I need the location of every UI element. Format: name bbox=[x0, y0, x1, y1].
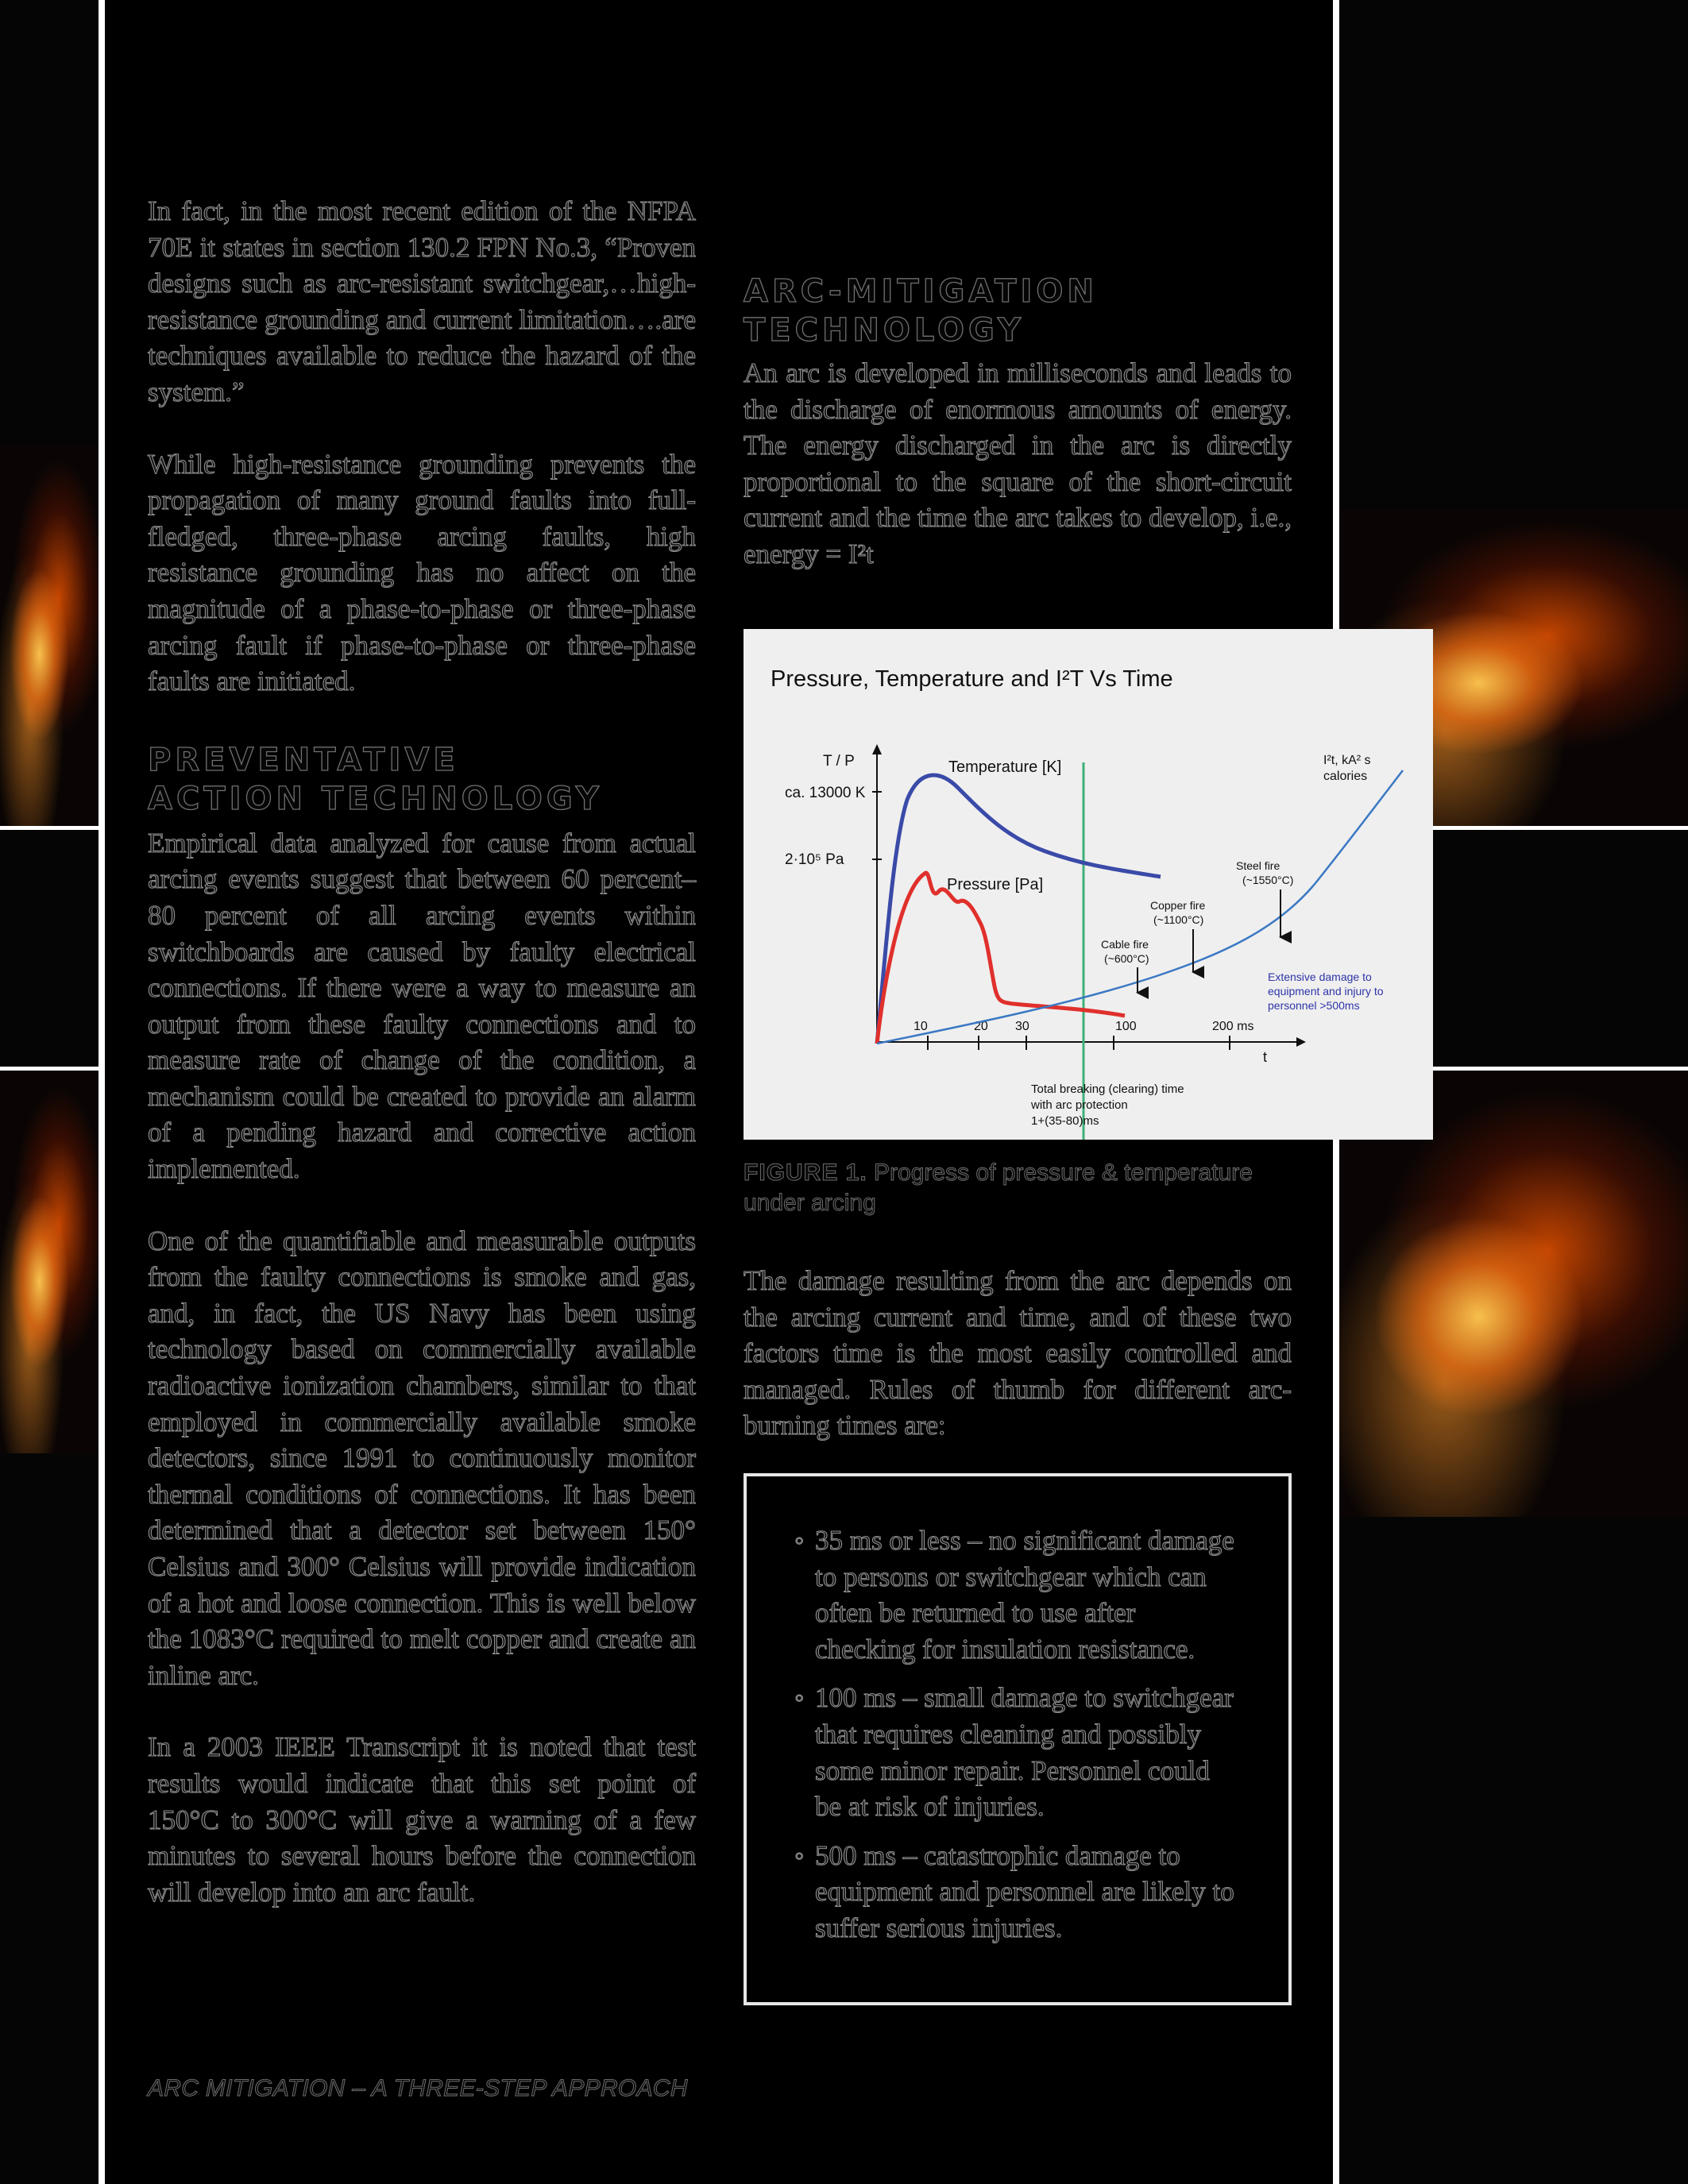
paragraph: In a 2003 IEEE Transcript it is noted that test results would indicate that this set point of 150°C to 300°C will give a warning of a few minutes to several hours before the connection will develop into an arc fault. bbox=[148, 1731, 696, 1908]
annotation-label: (~600°C) bbox=[1104, 952, 1149, 965]
figure-chart bbox=[744, 629, 1433, 1140]
list-item bbox=[794, 1838, 1239, 1947]
x-tick-label: 20 bbox=[974, 1020, 988, 1033]
paragraph: An arc is developed in milliseconds and leads to the discharge of enormous amounts of energy. The energy discharged in the arc is directly proportional to the square of the short-circuit current and the time the arc takes to develop, i.e., energy = I²t bbox=[744, 357, 1292, 569]
chart-title: Pressure, Temperature and I²T Vs Time bbox=[771, 666, 1173, 692]
y-tick-label: ca. 13000 K bbox=[785, 785, 866, 801]
energy-label: calories bbox=[1323, 770, 1368, 783]
bullet-icon: ◦ bbox=[794, 1682, 805, 1714]
pressure-temperature-chart bbox=[744, 629, 1433, 1140]
annotation-label: with arc protection bbox=[1031, 1098, 1128, 1112]
section-heading: ARC-MITIGATION TECHNOLOGY bbox=[744, 273, 1098, 349]
left-margin-strip bbox=[0, 0, 98, 2184]
page-footer: ARC MITIGATION – A THREE-STEP APPROACH bbox=[148, 2075, 688, 2101]
bullet-icon: ◦ bbox=[794, 1525, 805, 1556]
x-axis-label: t bbox=[1263, 1049, 1268, 1065]
pressure-label: Pressure [Pa] bbox=[947, 876, 1044, 893]
x-tick-label: 10 bbox=[914, 1020, 928, 1033]
rules-of-thumb-box bbox=[744, 1473, 1292, 2005]
temperature-label: Temperature [K] bbox=[948, 758, 1062, 776]
x-axis-arrow bbox=[1296, 1037, 1306, 1047]
x-tick-label: 200 ms bbox=[1212, 1020, 1254, 1033]
y-axis-label: T / P bbox=[823, 753, 855, 770]
caption-label: FIGURE 1. bbox=[744, 1160, 867, 1186]
paragraph: The damage resulting from the arc depends on the arcing current and time, and of these two factors time is the most easily controlled and managed. Rules of thumb for different arc-burning times are: bbox=[744, 1265, 1292, 1441]
left-column bbox=[148, 193, 696, 1910]
x-tick-label: 100 bbox=[1115, 1020, 1137, 1033]
section-heading: PREVENTATIVE ACTION TECHNOLOGY bbox=[148, 741, 603, 817]
caption-text: Progress of pressure & temperature under arcing bbox=[744, 1160, 1253, 1216]
flame-image-left-bottom bbox=[0, 1072, 98, 1453]
x-tick-label: 30 bbox=[1015, 1020, 1029, 1033]
list-item bbox=[794, 1680, 1239, 1824]
list-item bbox=[794, 1522, 1239, 1667]
flame-image-left-top bbox=[0, 445, 98, 826]
annotation-label: (~1100°C) bbox=[1153, 913, 1204, 926]
energy-label: I²t, kA² s bbox=[1323, 754, 1371, 767]
bullet-icon: ◦ bbox=[794, 1839, 805, 1871]
annotation-label: Steel fire bbox=[1236, 859, 1280, 872]
y-axis-arrow bbox=[872, 744, 882, 754]
rules-list bbox=[794, 1522, 1239, 1959]
annotation-label: (~1550°C) bbox=[1242, 874, 1294, 886]
divider-line bbox=[0, 826, 98, 830]
list-item-text: 100 ms – small damage to switchgear that requires cleaning and possibly some minor repair. Personnel could be at risk of injuries. bbox=[815, 1682, 1234, 1823]
annotation-label: Copper fire bbox=[1150, 899, 1206, 912]
paragraph: Empirical data analyzed for cause from actual arcing events suggest that between 60 percent–80 percent of all arcing events within switchboards are caused by faulty electrical connections. If there were a way to measure an output from these faulty connections and to measure rate of change of the condition, a mechanism could be created to provide an alarm of a pending hazard and corrective action implemented. bbox=[148, 827, 696, 1185]
paragraph: One of the quantifiable and measurable outputs from the faulty connections is smoke and gas, and, in fact, the US Navy has been using technology based on commercially available radioactive ionization chambers, similar to that employed in commercially available smoke detectors, since 1991 to continuously monitor thermal conditions of connections. It has been determined that a detector set between 150° Celsius and 300° Celsius will provide indication of a hot and loose connection. This is well below the 1083°C required to melt copper and create an inline arc. bbox=[148, 1225, 696, 1691]
annotation-label: 1+(35-80)ms bbox=[1031, 1114, 1099, 1128]
paragraph: In fact, in the most recent edition of the NFPA 70E it states in section 130.2 FPN No.3, “Proven designs such as arc-resistant switchgear,…high-resistance grounding and current limitation….are techniques available to reduce the hazard of the system.” bbox=[148, 195, 696, 407]
paragraph: While high-resistance grounding prevents the propagation of many ground faults into full-fledged, three-phase arcing faults, high resistance grounding has no affect on the magnitude of a phase-to-phase or three-phase arcing fault if phase-to-phase or three-phase faults are initiated. bbox=[148, 448, 696, 697]
list-item-text: 35 ms or less – no significant damage to persons or switchgear which can often be returned to use after checking for insulation resistance. bbox=[815, 1525, 1234, 1665]
annotation-label: personnel >500ms bbox=[1268, 999, 1360, 1012]
y-tick-label: 2·10⁵ Pa bbox=[785, 851, 844, 868]
figure-caption bbox=[744, 1158, 1300, 1218]
right-column-lower bbox=[744, 1263, 1292, 1444]
divider-line bbox=[0, 1067, 98, 1071]
annotation-label: Extensive damage to bbox=[1268, 970, 1372, 983]
annotation-label: Cable fire bbox=[1101, 938, 1149, 951]
right-column bbox=[744, 272, 1292, 573]
divider-line bbox=[98, 0, 105, 2184]
annotation-label: equipment and injury to bbox=[1268, 985, 1384, 997]
list-item-text: 500 ms – catastrophic damage to equipment and personnel are likely to suffer serious injuries. bbox=[815, 1839, 1234, 1943]
annotation-label: Total breaking (clearing) time bbox=[1031, 1082, 1184, 1096]
